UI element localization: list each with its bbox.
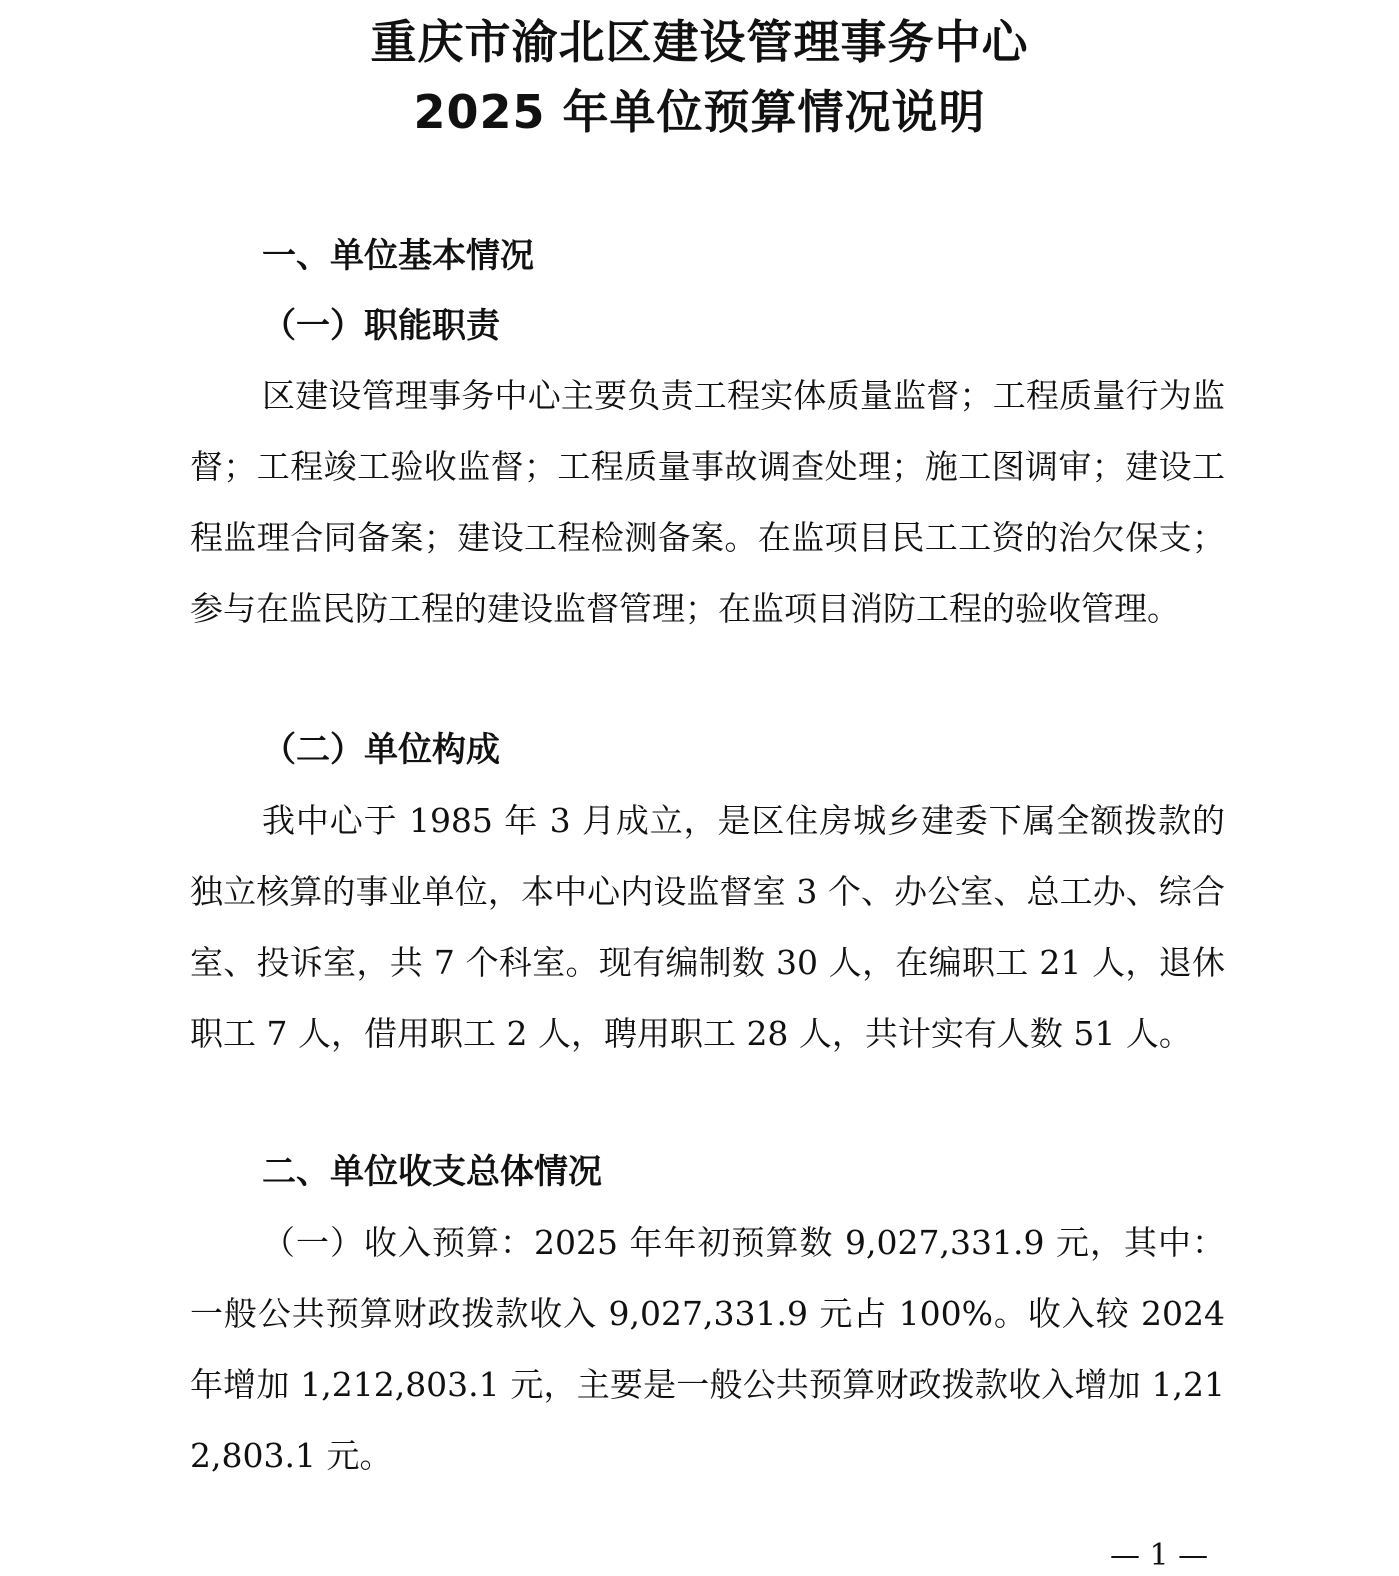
page-number: — 1 — bbox=[1110, 1538, 1209, 1573]
document-title: 重庆市渝北区建设管理事务中心 bbox=[370, 15, 1029, 69]
paragraph-functions: 区建设管理事务中心主要负责工程实体质量监督；工程质量行为监督；工程竣工验收监督；工程质量事故调查处理；施工图调审；建设工程监理合同备案；建设工程检测备案。在监项目民工工资的治欠保支；参与在监民防工程的建设监督管理；在监项目消防工程的验收管理。 bbox=[190, 376, 1225, 628]
document-subtitle: 2025 年单位预算情况说明 bbox=[413, 85, 986, 139]
section-heading-basic-info: 一、单位基本情况 bbox=[262, 236, 534, 276]
subsection-heading-composition: （二）单位构成 bbox=[262, 730, 500, 770]
subsection-heading-functions: （一）职能职责 bbox=[262, 306, 500, 346]
paragraph-composition: 我中心于 1985 年 3 月成立，是区住房城乡建委下属全额拨款的独立核算的事业单位，本中心内设监督室 3 个、办公室、总工办、综合室、投诉室，共 7 个科室。现有编制数 30 人，在编职工 21 人，退休职工 7 人，借用职工 2 人，聘用职工 28 人，共计实有人数 51 人。 bbox=[190, 801, 1225, 1053]
section-heading-budget-overview: 二、单位收支总体情况 bbox=[262, 1152, 602, 1192]
paragraph-income-budget: （一）收入预算：2025 年年初预算数 9,027,331.9 元，其中：一般公共预算财政拨款收入 9,027,331.9 元占 100%。收入较 2024 年增加 1,212,803.1 元，主要是一般公共预算财政拨款收入增加 1,212,803.1 元。 bbox=[190, 1223, 1225, 1475]
